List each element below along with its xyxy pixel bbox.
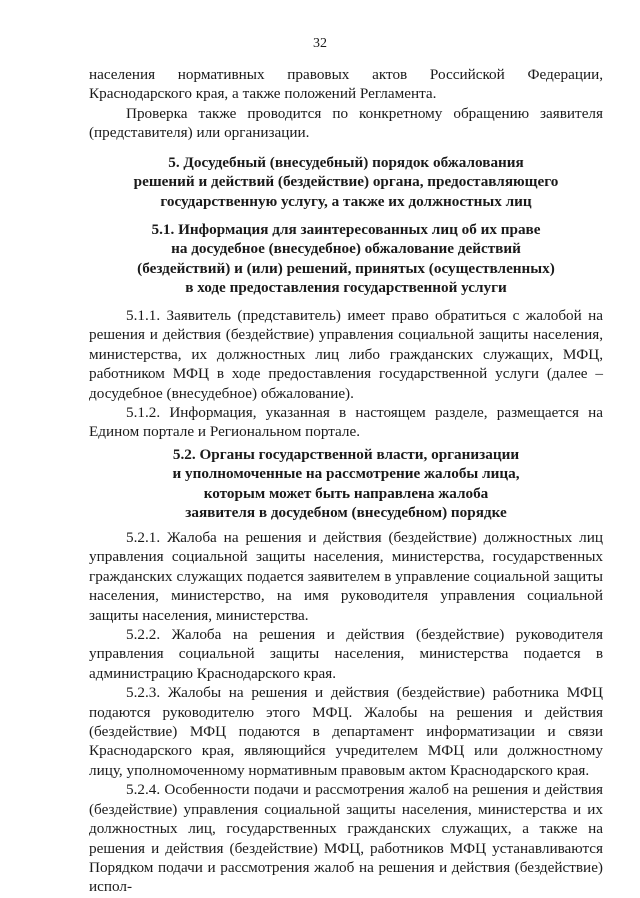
paragraph-intro-check: Проверка также проводится по конкретному обращению заявителя (представителя) или организации. [89, 104, 603, 142]
paragraph-5-2-3: 5.2.3. Жалобы на решения и действия (бездействие) работника МФЦ подаются руководителю этого МФЦ. Жалобы на решения и действия (бездействие) МФЦ подаются в департамент информатизации и связи Краснодарского края, являющийся учредителем МФЦ или должностному лицу, уполномоченному нормативным правовым актом Краснодарского края. [89, 684, 603, 779]
paragraph-5-2-1: 5.2.1. Жалоба на решения и действия (бездействие) должностных лиц управления социальной защиты населения, министерства, государственных гражданских служащих подается заявителем в управление социальной защиты населения, министерство, на имя руководителя управления социальной защиты населения, министерства. [89, 529, 603, 624]
paragraph-5-1-1: 5.1.1. Заявитель (представитель) имеет право обратиться с жалобой на решения и действия (бездействие) управления социальной защиты населения, министерства, их должностных лиц либо гражданских служащих, МФЦ, работником МФЦ в ходе предоставления государственной услуги (далее – досудебное (внесудебное) обжалование). [89, 307, 603, 402]
section-5-heading [89, 153, 603, 211]
section-5-2-title-line: которым может быть направлена жалоба [203, 484, 489, 502]
paragraph-5-2-2: 5.2.2. Жалоба на решения и действия (бездействие) руководителя управления социальной защиты населения, министерства подается в администрацию Краснодарского края. [89, 626, 603, 682]
section-5-1-title-line: (бездействий) и (или) решений, принятых (осуществленных) [137, 259, 555, 277]
section-5-2-title-line: 5.2. Органы государственной власти, организации [172, 446, 520, 463]
section-5-title-line: решений и действий (бездействие) органа, предоставляющего [133, 173, 559, 191]
paragraph-intro-continued: населения нормативных правовых актов Российской Федерации, Краснодарского края, а также положений Регламента. [89, 66, 603, 103]
section-5-1-title-line: на досудебное (внесудебное) обжалование действий [171, 240, 521, 258]
section-5-2-body [89, 528, 603, 897]
page-number: 32 [313, 36, 327, 51]
intro-block [89, 65, 603, 143]
section-5-2-title-line: и уполномоченные на рассмотрение жалобы лица, [172, 465, 520, 483]
section-5-title-line: государственную услугу, а также их должностных лиц [160, 192, 532, 210]
section-5-1-title-line: в ходе предоставления государственной услуги [185, 279, 507, 297]
section-5-2-heading [89, 445, 603, 523]
section-5-1-heading [89, 220, 603, 298]
section-5-2-title-line: заявителя в досудебном (внесудебном) порядке [185, 504, 507, 522]
section-5-title-line: 5. Досудебный (внесудебный) порядок обжалования [168, 154, 524, 171]
section-5-1-body [89, 306, 603, 442]
paragraph-5-2-4: 5.2.4. Особенности подачи и рассмотрения жалоб на решения и действия (бездействие) управления социальной защиты населения, министерства и их должностных лиц, государственных гражданских служащих, а также на решения и действия (бездействие) МФЦ, работников МФЦ устанавливаются Порядком подачи и рассмотрения жалоб на решения и действия (бездействие) испол- [89, 781, 603, 896]
section-5-1-title-line: 5.1. Информация для заинтересованных лиц об их праве [151, 221, 541, 238]
paragraph-5-1-2: 5.1.2. Информация, указанная в настоящем разделе, размещается на Едином портале и Региональном портале. [89, 404, 603, 441]
